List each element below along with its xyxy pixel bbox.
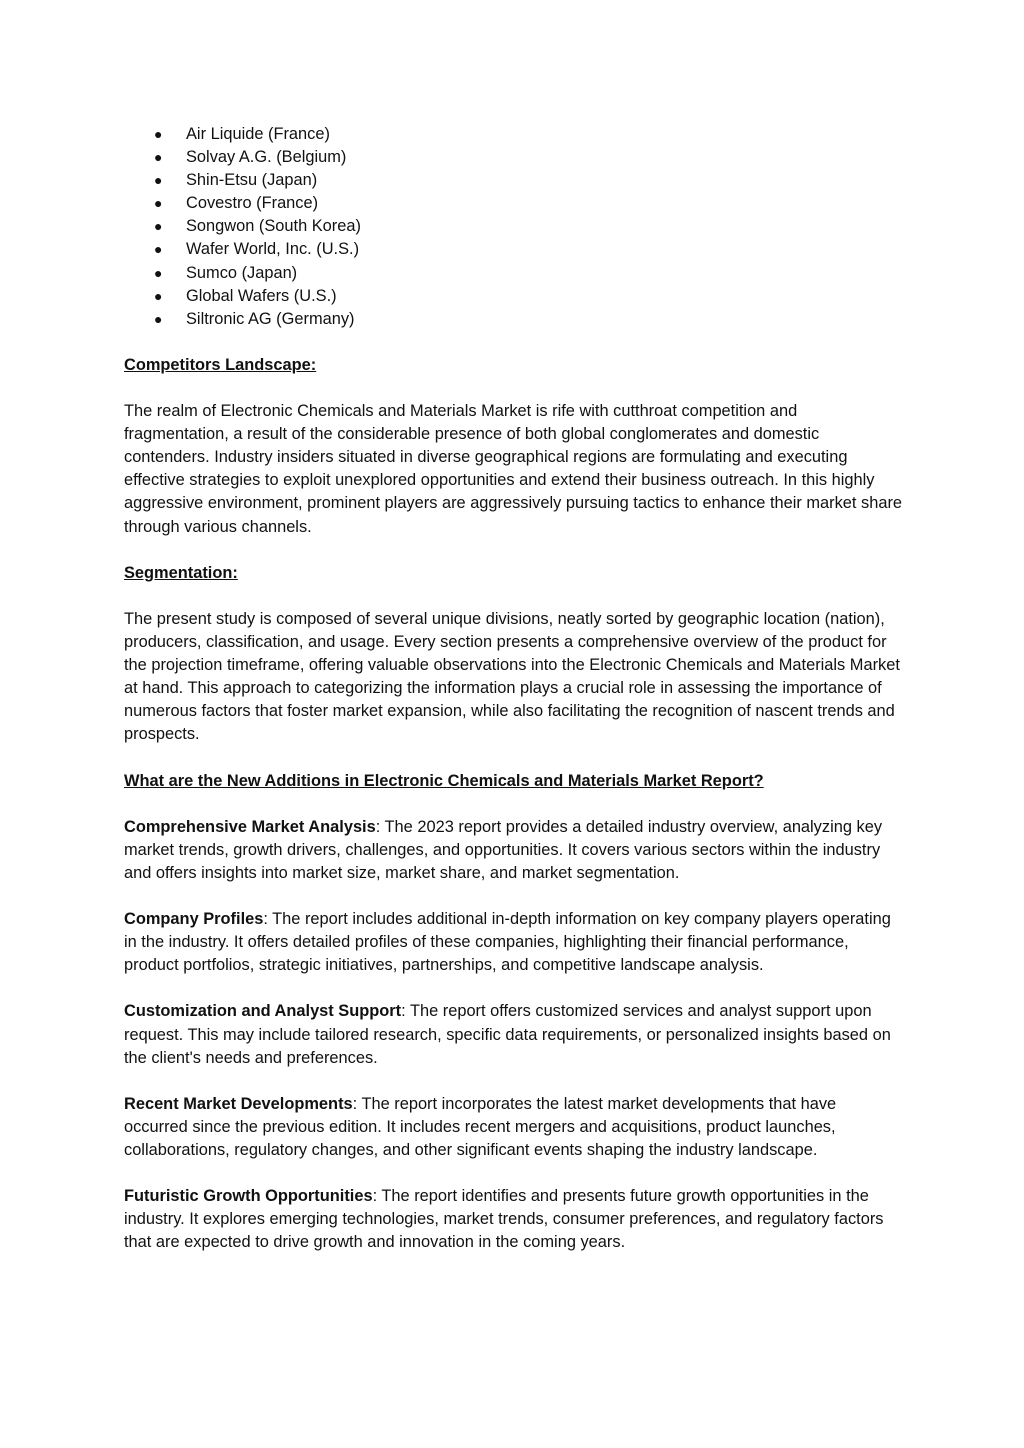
company-name: Songwon (South Korea) (186, 217, 361, 236)
list-item (124, 123, 904, 146)
addition-text: : The report identifies and presents future growth opportunities in the industry. It explores emerging technologies, market trends, consumer preferences, and regulatory factors that are expected to drive growth and innovation in the coming years. (124, 1187, 884, 1252)
list-item (124, 238, 904, 261)
company-name: Siltronic AG (Germany) (186, 309, 355, 328)
list-item (124, 146, 904, 169)
addition-lead: Recent Market Developments (124, 1094, 353, 1113)
company-name: Global Wafers (U.S.) (186, 286, 337, 305)
company-name: Sumco (Japan) (186, 263, 298, 282)
company-name: Solvay A.G. (Belgium) (186, 148, 347, 167)
bullet-icon: ● (154, 218, 163, 235)
segmentation-paragraph: The present study is composed of several unique divisions, neatly sorted by geographic location (nation), producers, classification, and usage. Every section presents a comprehensive overview of the product for the projection timeframe, offering valuable observations into the Electronic Chemicals and Materials Market at hand. This approach to categorizing the information plays a crucial role in assessing the importance of numerous factors that foster market expansion, while also facilitating the recognition of nascent trends and prospects. (124, 609, 900, 744)
addition-text: : The 2023 report provides a detailed industry overview, analyzing key market trends, growth drivers, challenges, and opportunities. It covers various sectors within the industry and offers insights into market size, market share, and market segmentation. (124, 817, 883, 882)
bullet-icon: ● (154, 264, 163, 281)
addition-text: : The report offers customized services and analyst support upon request. This may include tailored research, specific data requirements, or personalized insights based on the client's needs and preferences. (124, 1002, 891, 1067)
addition-paragraph-customization (124, 1000, 904, 1069)
company-name: Covestro (France) (186, 194, 319, 213)
document-page (124, 123, 904, 1278)
addition-paragraph-recent-developments (124, 1093, 904, 1162)
company-name: Air Liquide (France) (186, 125, 330, 143)
addition-paragraph-company-profiles (124, 908, 904, 977)
company-name: Wafer World, Inc. (U.S.) (186, 240, 360, 259)
segmentation-heading: Segmentation: (124, 563, 238, 582)
list-item (124, 285, 904, 308)
list-item (124, 192, 904, 215)
company-name: Shin-Etsu (Japan) (186, 171, 318, 190)
addition-text: : The report incorporates the latest market developments that have occurred since the previous edition. It includes recent mergers and acquisitions, product launches, collaborations, regulatory changes, and other significant events shaping the industry landscape. (124, 1094, 837, 1160)
bullet-icon: ● (154, 126, 163, 142)
addition-lead: Company Profiles (124, 910, 264, 929)
bullet-icon: ● (154, 172, 163, 189)
list-item (124, 308, 904, 331)
addition-paragraph-growth-opportunities (124, 1185, 904, 1254)
addition-paragraph-market-analysis (124, 816, 904, 885)
new-additions-heading: What are the New Additions in Electronic Chemicals and Materials Market Report? (124, 771, 764, 790)
bullet-icon: ● (154, 195, 163, 212)
bullet-icon: ● (154, 241, 163, 258)
bullet-icon: ● (154, 287, 163, 304)
list-item (124, 215, 904, 238)
addition-lead: Customization and Analyst Support (124, 1002, 402, 1021)
addition-text: : The report includes additional in-depth information on key company players operating in the industry. It offers detailed profiles of these companies, highlighting their financial performance, product portfolios, strategic initiatives, partnerships, and competitive landscape analysis. (124, 910, 891, 975)
competitors-paragraph: The realm of Electronic Chemicals and Materials Market is rife with cutthroat competition and fragmentation, a result of the considerable presence of both global conglomerates and domestic contenders. Industry insiders situated in diverse geographical regions are formulating and executing effective strategies to exploit unexplored opportunities and extend their business outreach. In this highly aggressive environment, prominent players are aggressively pursuing tactics to enhance their market share through various channels. (124, 402, 903, 536)
list-item (124, 262, 904, 285)
addition-lead: Comprehensive Market Analysis (124, 817, 376, 836)
list-item (124, 169, 904, 192)
bullet-icon: ● (154, 310, 163, 327)
competitors-heading: Competitors Landscape: (124, 355, 317, 374)
company-list (124, 123, 904, 331)
bullet-icon: ● (154, 149, 163, 166)
addition-lead: Futuristic Growth Opportunities (124, 1187, 373, 1206)
